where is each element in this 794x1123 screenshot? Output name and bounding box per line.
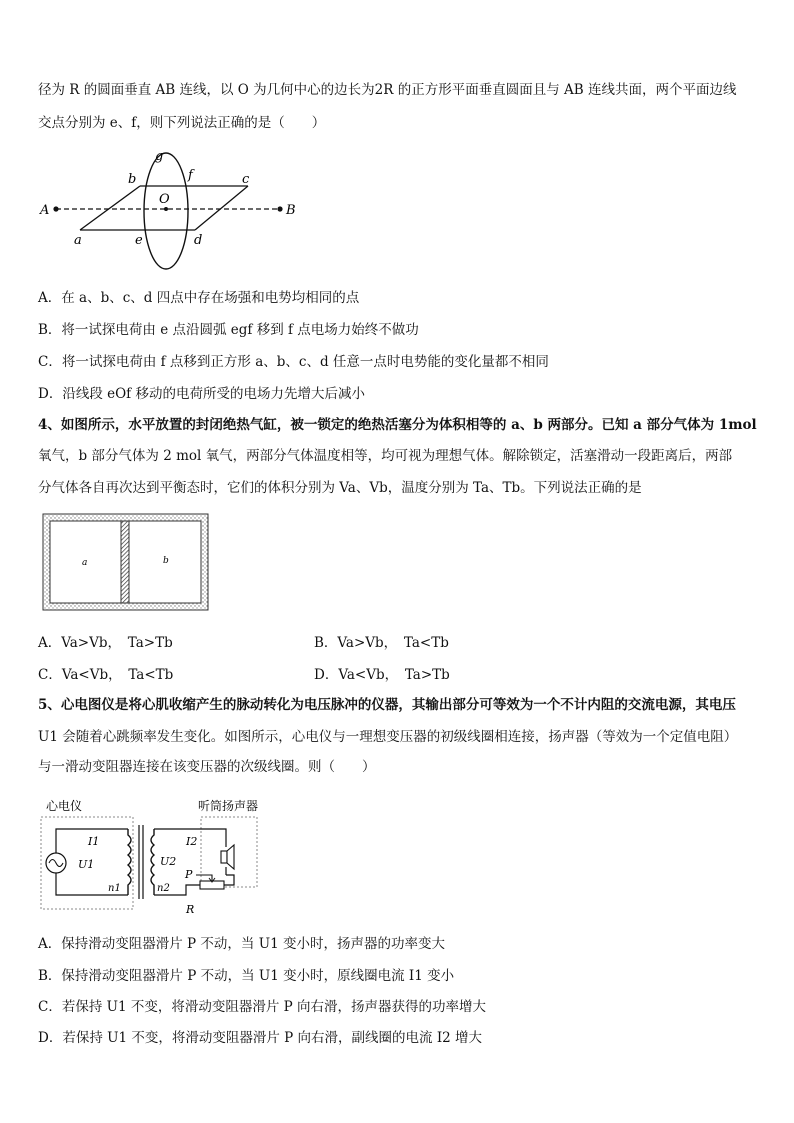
label-A: A xyxy=(40,203,50,218)
q5-option-b: B．保持滑动变阻器滑片 P 不动，当 U1 变小时，原线圈电流 I1 变小 xyxy=(38,968,455,984)
point-A xyxy=(53,206,58,211)
q3-option-b: B．将一试探电荷由 e 点沿圆弧 egf 移到 f 点电场力始终不做功 xyxy=(38,322,419,338)
q5-figure xyxy=(36,795,276,920)
label-I2: I2 xyxy=(186,835,198,848)
speaker-icon xyxy=(221,851,227,863)
speaker-title: 听筒扬声器 xyxy=(198,799,259,813)
label-e: e xyxy=(135,233,143,248)
q5-option-a: A．保持滑动变阻器滑片 P 不动，当 U1 变小时，扬声器的功率变大 xyxy=(38,936,445,952)
secondary-wire-rheostat-right xyxy=(224,875,234,885)
q4-option-d: D．Va<Vb， Ta>Tb xyxy=(314,667,450,683)
q4-option-b: B．Va>Vb， Ta<Tb xyxy=(314,635,449,651)
label-f: f xyxy=(188,168,193,183)
q4-stem-line-1: 4、如图所示，水平放置的封闭绝热气缸，被一锁定的绝热活塞分为体积相等的 a、b 两部分。已知 a 部分气体为 1mol xyxy=(38,417,757,433)
q3-stem-line-1: 径为 R 的圆面垂直 AB 连线，以 O 为几何中心的边长为2R 的正方形平面垂直圆面且与 AB 连线共面，两个平面边线 xyxy=(38,82,737,98)
q4-option-c: C．Va<Vb， Ta<Tb xyxy=(38,667,174,683)
secondary-coil xyxy=(151,829,154,895)
label-n2: n2 xyxy=(157,883,170,894)
point-B xyxy=(277,206,282,211)
label-U1: U1 xyxy=(78,858,95,871)
piston xyxy=(121,521,129,603)
point-O xyxy=(164,207,168,211)
q3-option-a: A．在 a、b、c、d 四点中存在场强和电势均相同的点 xyxy=(38,290,360,306)
q4-stem-line-2: 氧气，b 部分气体为 2 mol 氧气，两部分气体温度相等，均可视为理想气体。解除锁定，活塞滑动一段距离后，两部 xyxy=(38,448,733,464)
primary-coil xyxy=(128,829,131,895)
label-B: B xyxy=(286,203,296,218)
square-edge-ab xyxy=(80,186,140,230)
q3-option-c: C．将一试探电荷由 f 点移到正方形 a、b、c、d 任意一点时电势能的变化量都不相同 xyxy=(38,354,549,370)
label-O: O xyxy=(159,192,170,207)
ecg-title: 心电仪 xyxy=(46,799,83,813)
chamber-b-label: b xyxy=(163,556,169,566)
q4-figure xyxy=(42,513,212,613)
label-n1: n1 xyxy=(108,883,121,894)
label-R: R xyxy=(186,903,195,916)
label-U2: U2 xyxy=(160,855,177,868)
label-I1: I1 xyxy=(88,835,100,848)
label-c: c xyxy=(242,172,250,187)
label-P: P xyxy=(185,868,193,881)
q5-option-c: C．若保持 U1 不变，将滑动变阻器滑片 P 向右滑，扬声器获得的功率增大 xyxy=(38,999,487,1015)
q4-option-a: A．Va>Vb， Ta>Tb xyxy=(38,635,173,651)
q5-option-d: D．若保持 U1 不变，将滑动变阻器滑片 P 向右滑，副线圈的电流 I2 增大 xyxy=(38,1030,483,1046)
speaker-cone-icon xyxy=(227,845,234,869)
chamber-a-label: a xyxy=(82,558,88,568)
label-a: a xyxy=(74,233,82,248)
label-g: g xyxy=(155,149,164,164)
label-b: b xyxy=(128,172,137,187)
label-d: d xyxy=(194,233,203,248)
q5-stem-line-2: U1 会随着心跳频率发生变化。如图所示，心电仪与一理想变压器的初级线圈相连接，扬声器（等效为一个定值电阻） xyxy=(38,729,738,745)
q3-stem-line-2: 交点分别为 e、f，则下列说法正确的是（ ） xyxy=(38,115,326,131)
q3-figure xyxy=(30,143,320,273)
square-edge-cd xyxy=(195,186,248,230)
q5-stem-line-3: 与一滑动变阻器连接在该变压器的次级线圈。则（ ） xyxy=(38,759,376,775)
q5-stem-line-1: 5、心电图仪是将心肌收缩产生的脉动转化为电压脉冲的仪器，其输出部分可等效为一个不计内阻的交流电源，其电压 xyxy=(38,697,736,713)
q3-option-d: D．沿线段 eOf 移动的电荷所受的电场力先增大后减小 xyxy=(38,386,365,402)
q4-stem-line-3: 分气体各自再次达到平衡态时，它们的体积分别为 Va、Vb，温度分别为 Ta、Tb。下列说法正确的是 xyxy=(38,480,642,496)
